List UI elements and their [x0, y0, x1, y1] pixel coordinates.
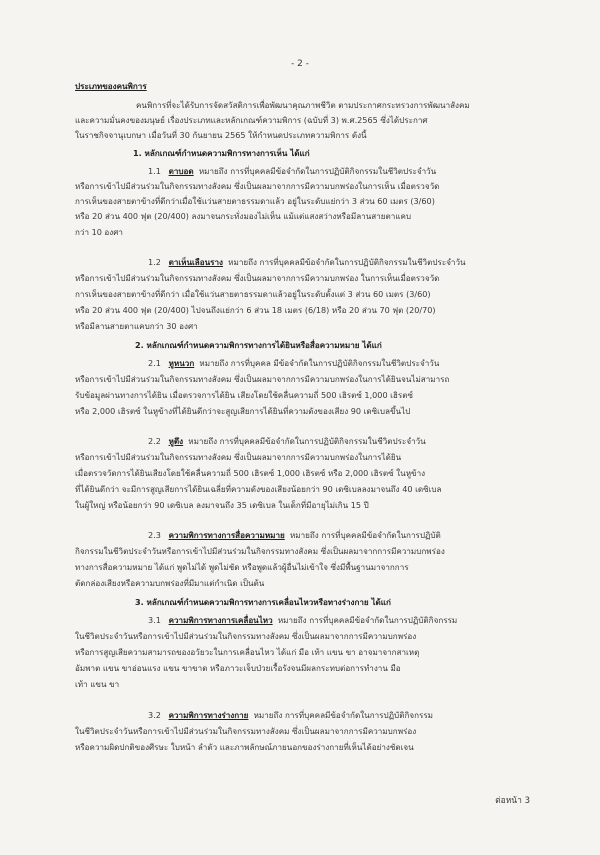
intro-line: และความมั่นคงของมนุษย์ เรื่องประเภทและหลักเกณฑ์ความพิการ (ฉบับที่ 3) พ.ศ.2565 ซึ่งได้ประกาศ — [75, 115, 428, 125]
item-1-1 — [148, 165, 436, 178]
item-number: 3.1 — [148, 615, 161, 625]
item-term: ความพิการทางร่างกาย — [168, 710, 249, 720]
item-number: 2.1 — [148, 358, 161, 368]
item-text: หรือการสูญเสียความสามารถของอวัยวะในการเคลื่อนไหว ได้แก่ มือ เท้า แขน ขา อาจมาจากสาเหตุ — [75, 647, 420, 657]
intro-line: คนพิการที่จะได้รับการจัดสวัสดิการเพื่อพัฒนาคุณภาพชีวิต ตามประกาศกระทรวงการพัฒนาสังคม — [136, 100, 470, 110]
item-text: กว่า 10 องศา — [75, 227, 123, 237]
item-text: หมายถึง การที่บุคคลมีข้อจำกัดในการปฏิบัติกิจกรรมในชีวิตประจำวัน — [228, 257, 466, 267]
section-title: ประเภทของคนพิการ — [75, 81, 147, 91]
item-number: 2.3 — [148, 530, 161, 540]
item-text: หมายถึง การที่บุคคล มีข้อจำกัดในการปฏิบัติกิจกรรมในชีวิตประจำวัน — [199, 358, 440, 368]
item-text: หรือ 20 ส่วน 400 ฟุต (20/400) ลงมาจนกระทั่งมองไม่เห็น แม้แต่แสงสว่างหรือมีลานสายตาแคบ — [75, 211, 412, 221]
item-text: หรือการเข้าไปมีส่วนร่วมในกิจกรรมทางสังคม ซึ่งเป็นผลมาจากการมีความบกพร่องในการได้ยินจนไม่สามารถ — [75, 374, 450, 384]
item-text: ในชีวิตประจำวันหรือการเข้าไปมีส่วนร่วมในกิจกรรมทางสังคม ซึ่งเป็นผลมาจากการมีความบกพร่อง — [75, 631, 417, 641]
item-text: หรือความผิดปกติของศีรษะ ใบหน้า ลำตัว และภาพลักษณ์ภายนอกของร่างกายที่เห็นได้อย่างชัดเจน — [75, 742, 414, 752]
item-term: ตาเห็นเลือนราง — [168, 257, 223, 267]
item-text: หรือ 20 ส่วน 400 ฟุต (20/400) ไปจนถึงแย่กว่า 6 ส่วน 18 เมตร (6/18) หรือ 20 ส่วน 70 ฟุต (20/70) — [75, 305, 436, 315]
item-text: เมื่อตรวจวัดการได้ยินเสียงโดยใช้คลื่นความถี่ 500 เฮิรตซ์ 1,000 เฮิรตซ์ หรือ 2,000 เฮิรตซ์ ในหูข้าง — [75, 468, 426, 478]
item-term: หูตึง — [168, 436, 184, 446]
item-text: หรือการเข้าไปมีส่วนร่วมในกิจกรรมทางสังคม ซึ่งเป็นผลมาจากการมีความบกพร่องในการได้ยิน — [75, 452, 402, 462]
item-text: เท้า แขน ขา — [75, 679, 120, 689]
item-2-2 — [148, 435, 426, 448]
item-text: ที่ได้ยินดีกว่า จะมีการสูญเสียการได้ยินเฉลี่ยที่ความดังของเสียงน้อยกว่า 90 เดซิเบลลงมาจนถึง 40 เดซิเบล — [75, 484, 442, 494]
item-text: หมายถึง การที่บุคคลมีข้อจำกัดในการปฏิบัติกิจกรรมในชีวิตประจำวัน — [198, 166, 437, 176]
page-number: - 2 - — [291, 59, 309, 69]
item-text: หรือมีลานสายตาแคบกว่า 30 องศา — [75, 321, 198, 331]
item-text: หรือ 2,000 เฮิรตซ์ ในหูข้างที่ได้ยินดีกว่าจะสูญเสียการได้ยินที่ความดังของเสียง 90 เดซิเบลขึ้นไป — [75, 406, 411, 416]
item-number: 1.2 — [148, 257, 161, 267]
item-text: หรือการเข้าไปมีส่วนร่วมในกิจกรรมทางสังคม ซึ่งเป็นผลมาจากการมีความบกพร่อง ในการเห็นเมื่อตรวจวัด — [75, 273, 440, 283]
heading-movement: 3. หลักเกณฑ์กำหนดความพิการทางการเคลื่อนไหวหรือทางร่างกาย ได้แก่ — [135, 597, 391, 607]
item-text: หมายถึง การที่บุคคลมีข้อจำกัดในการปฏิบัติ — [289, 530, 441, 540]
item-3-1 — [148, 614, 457, 627]
continuation-note: ต่อหน้า 3 — [495, 796, 530, 806]
item-term: หูหนวก — [168, 358, 195, 368]
item-text: ในชีวิตประจำวันหรือการเข้าไปมีส่วนร่วมในกิจกรรมทางสังคม ซึ่งเป็นผลมาจากการมีความบกพร่อง — [75, 726, 417, 736]
item-text: ในผู้ใหญ่ หรือน้อยกว่า 90 เดซิเบล ลงมาจนถึง 35 เดซิเบล ในเด็กที่มีอายุไม่เกิน 15 ปี — [75, 500, 369, 510]
item-text: กิจกรรมในชีวิตประจำวันหรือการเข้าไปมีส่วนร่วมในกิจกรรมทางสังคม ซึ่งเป็นผลมาจากการมีความบกพร่อง — [75, 546, 445, 556]
item-term: ตาบอด — [168, 166, 194, 176]
item-text: ตัดกล่องเสียงหรือความบกพร่องที่มีมาแต่กำเนิด เป็นต้น — [75, 578, 265, 588]
item-text: หมายถึง การที่บุคคลมีข้อจำกัดในการปฏิบัติกิจกรรมในชีวิตประจำวัน — [188, 436, 426, 446]
item-number: 2.2 — [148, 436, 161, 446]
item-1-2 — [148, 256, 466, 269]
item-2-3 — [148, 529, 441, 542]
item-number: 1.1 — [148, 166, 161, 176]
item-term: ความพิการทางการเคลื่อนไหว — [168, 615, 273, 625]
intro-line: ในราชกิจจานุเบกษา เมื่อวันที่ 30 กันยายน 2565 ให้กำหนดประเภทความพิการ ดังนี้ — [75, 130, 367, 140]
item-3-2 — [148, 709, 433, 722]
item-text: หรือการเข้าไปมีส่วนร่วมในกิจกรรมทางสังคม ซึ่งเป็นผลมาจากการมีความบกพร่องในการเห็น เมื่อตรวจวัด — [75, 181, 440, 191]
item-text: หมายถึง การที่บุคคลมีข้อจำกัดในการปฏิบัติกิจกรรม — [277, 615, 458, 625]
item-number: 3.2 — [148, 710, 161, 720]
item-text: ทางการสื่อความหมาย ได้แก่ พูดไม่ได้ พูดไม่ชัด หรือพูดแล้วผู้อื่นไม่เข้าใจ ซึ่งมีพื้นฐานมาจากการ — [75, 562, 409, 572]
item-text: รับข้อมูลผ่านทางการได้ยิน เมื่อตรวจการได้ยิน เสียงโดยใช้คลื่นความถี่ 500 เฮิรตซ์ 1,000 เฮิรตซ์ — [75, 390, 413, 400]
item-text: การเห็นของสายตาข้างที่ดีกว่าเมื่อใช้แว่นสายตาธรรมดาแล้ว อยู่ในระดับแย่กว่า 3 ส่วน 60 เมตร (3/60) — [75, 196, 435, 206]
item-2-1 — [148, 357, 439, 370]
item-text: หมายถึง การที่บุคคลมีข้อจำกัดในการปฏิบัติกิจกรรม — [253, 710, 434, 720]
heading-visual: 1. หลักเกณฑ์กำหนดความพิการทางการเห็น ได้แก่ — [133, 148, 310, 158]
item-term: ความพิการทางการสื่อความหมาย — [168, 530, 285, 540]
item-text: การเห็นของสายตาข้างที่ดีกว่า เมื่อใช้แว่นสายตาธรรมดาแล้วอยู่ในระดับตั้งแต่ 3 ส่วน 60 เมตร (3/60) — [75, 289, 431, 299]
item-text: อัมพาต แขน ขาอ่อนแรง แขน ขาขาด หรือภาวะเจ็บป่วยเรื้อรังจนมีผลกระทบต่อการทำงาน มือ — [75, 663, 401, 673]
heading-hearing: 2. หลักเกณฑ์กำหนดความพิการทางการได้ยินหรือสื่อความหมาย ได้แก่ — [135, 340, 382, 350]
